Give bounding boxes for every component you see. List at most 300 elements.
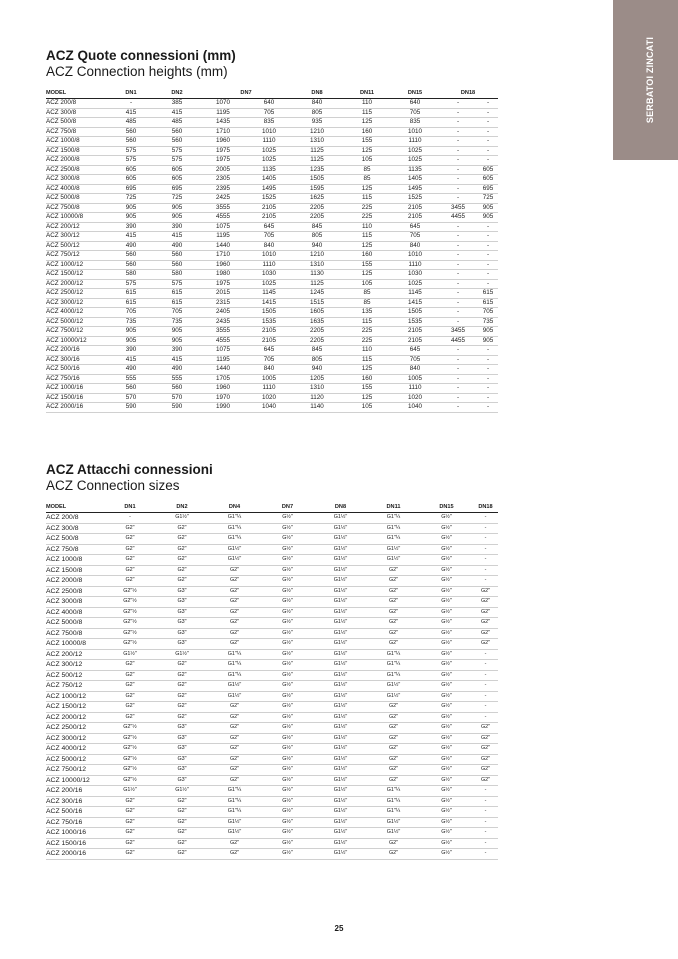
value-cell: G2"½ <box>104 723 156 734</box>
value-cell: G2"½ <box>104 639 156 650</box>
value-cell: 1075 <box>200 346 246 356</box>
table-row <box>46 374 498 384</box>
value-cell: 1195 <box>200 232 246 242</box>
table-row <box>46 355 498 365</box>
value-cell: - <box>473 649 498 660</box>
value-cell: 1125 <box>292 156 342 166</box>
value-cell: G2" <box>156 849 208 860</box>
table-row <box>46 607 498 618</box>
table1-header-dn2: DN2 <box>154 89 200 99</box>
value-cell: 590 <box>108 403 154 413</box>
value-cell: G½" <box>261 691 314 702</box>
value-cell: 605 <box>108 165 154 175</box>
value-cell: 2205 <box>292 336 342 346</box>
value-cell: - <box>478 127 498 137</box>
value-cell: G1½" <box>314 607 367 618</box>
value-cell: 605 <box>154 175 200 185</box>
value-cell: G1½" <box>314 723 367 734</box>
value-cell: G1"¼ <box>208 523 261 534</box>
value-cell: 1010 <box>246 251 292 261</box>
value-cell: G3" <box>156 733 208 744</box>
model-cell: ACZ 7500/8 <box>46 628 104 639</box>
table-row <box>46 213 498 223</box>
table1-header-dn18: DN18 <box>438 89 498 99</box>
value-cell: 415 <box>108 355 154 365</box>
value-cell: 3555 <box>200 327 246 337</box>
table-row <box>46 817 498 828</box>
value-cell: G1"¼ <box>208 807 261 818</box>
value-cell: - <box>438 118 478 128</box>
value-cell: - <box>478 270 498 280</box>
model-cell: ACZ 2000/16 <box>46 403 108 413</box>
value-cell: - <box>478 260 498 270</box>
value-cell: - <box>473 681 498 692</box>
value-cell: G2" <box>104 555 156 566</box>
value-cell: - <box>478 393 498 403</box>
value-cell: 1025 <box>246 146 292 156</box>
value-cell: - <box>473 828 498 839</box>
value-cell: G½" <box>420 849 473 860</box>
value-cell: 1515 <box>292 298 342 308</box>
value-cell: - <box>438 241 478 251</box>
value-cell: G2" <box>156 702 208 713</box>
connection-sizes-table <box>46 503 498 860</box>
value-cell: 390 <box>154 346 200 356</box>
value-cell: 575 <box>154 279 200 289</box>
value-cell: G2" <box>208 744 261 755</box>
value-cell: 160 <box>342 127 392 137</box>
value-cell: G2" <box>208 639 261 650</box>
value-cell: G½" <box>261 786 314 797</box>
model-cell: ACZ 1500/8 <box>46 565 104 576</box>
value-cell: 2315 <box>200 298 246 308</box>
value-cell: G2" <box>104 807 156 818</box>
value-cell: 1975 <box>200 156 246 166</box>
value-cell: 2005 <box>200 165 246 175</box>
table2-header-dn7: DN7 <box>261 503 314 513</box>
model-cell: ACZ 300/8 <box>46 523 104 534</box>
model-cell: ACZ 5000/12 <box>46 754 104 765</box>
value-cell: 390 <box>154 222 200 232</box>
value-cell: - <box>438 175 478 185</box>
table-row <box>46 775 498 786</box>
value-cell: G½" <box>261 775 314 786</box>
value-cell: G½" <box>420 702 473 713</box>
model-cell: ACZ 1500/8 <box>46 146 108 156</box>
value-cell: G2" <box>156 523 208 534</box>
table-row <box>46 828 498 839</box>
value-cell: G½" <box>420 639 473 650</box>
value-cell: G1½" <box>104 649 156 660</box>
value-cell: 705 <box>154 308 200 318</box>
value-cell: G2" <box>367 586 420 597</box>
value-cell: - <box>473 807 498 818</box>
table1-header-dn8: DN8 <box>292 89 342 99</box>
value-cell: 575 <box>108 146 154 156</box>
side-tab-label: SERBATOI ZINCATI <box>645 36 655 124</box>
value-cell: 705 <box>246 232 292 242</box>
value-cell: G1"¼ <box>367 660 420 671</box>
value-cell: G2" <box>208 597 261 608</box>
value-cell: 735 <box>478 317 498 327</box>
value-cell: G3" <box>156 754 208 765</box>
value-cell: 615 <box>108 289 154 299</box>
value-cell: 615 <box>154 289 200 299</box>
model-cell: ACZ 4000/8 <box>46 184 108 194</box>
value-cell: 905 <box>478 336 498 346</box>
value-cell: 1110 <box>392 137 438 147</box>
value-cell: G2" <box>367 702 420 713</box>
value-cell: 155 <box>342 260 392 270</box>
value-cell: 1415 <box>246 298 292 308</box>
value-cell: - <box>478 384 498 394</box>
value-cell: G½" <box>261 807 314 818</box>
value-cell: 560 <box>154 260 200 270</box>
value-cell: 840 <box>392 241 438 251</box>
table-row <box>46 403 498 413</box>
table-row <box>46 327 498 337</box>
value-cell: 1140 <box>292 403 342 413</box>
value-cell: G2" <box>156 660 208 671</box>
value-cell: 1535 <box>392 317 438 327</box>
value-cell: - <box>438 251 478 261</box>
value-cell: 125 <box>342 146 392 156</box>
value-cell: 605 <box>108 175 154 185</box>
value-cell: G1½" <box>314 618 367 629</box>
value-cell: 1310 <box>292 260 342 270</box>
value-cell: G½" <box>261 628 314 639</box>
table-row <box>46 849 498 860</box>
table-row <box>46 365 498 375</box>
value-cell: 1595 <box>292 184 342 194</box>
value-cell: 155 <box>342 137 392 147</box>
value-cell: G1½" <box>314 555 367 566</box>
value-cell: 570 <box>154 393 200 403</box>
value-cell: G2"½ <box>104 628 156 639</box>
value-cell: G2" <box>156 796 208 807</box>
model-cell: ACZ 1000/8 <box>46 555 104 566</box>
value-cell: G½" <box>420 691 473 702</box>
value-cell: G1"¼ <box>367 649 420 660</box>
table-row <box>46 298 498 308</box>
value-cell: 1110 <box>392 260 438 270</box>
value-cell: 2395 <box>200 184 246 194</box>
value-cell: G3" <box>156 775 208 786</box>
value-cell: - <box>478 99 498 109</box>
value-cell: G1½" <box>314 681 367 692</box>
value-cell: G1½" <box>208 691 261 702</box>
value-cell: G3" <box>156 597 208 608</box>
value-cell: G1½" <box>314 712 367 723</box>
value-cell: 645 <box>392 346 438 356</box>
value-cell: G½" <box>420 534 473 545</box>
model-cell: ACZ 750/8 <box>46 127 108 137</box>
value-cell: G1"¼ <box>208 796 261 807</box>
table-row <box>46 270 498 280</box>
value-cell: G1½" <box>314 733 367 744</box>
value-cell: 905 <box>154 213 200 223</box>
model-cell: ACZ 750/12 <box>46 251 108 261</box>
value-cell: 85 <box>342 289 392 299</box>
model-cell: ACZ 750/16 <box>46 817 104 828</box>
value-cell: G2" <box>473 607 498 618</box>
value-cell: 4555 <box>200 336 246 346</box>
value-cell: 1705 <box>200 374 246 384</box>
value-cell: G2" <box>104 817 156 828</box>
value-cell: G2" <box>473 597 498 608</box>
value-cell: - <box>473 702 498 713</box>
value-cell: G2"½ <box>104 586 156 597</box>
value-cell: G2" <box>156 544 208 555</box>
value-cell: 905 <box>478 327 498 337</box>
value-cell: 905 <box>478 213 498 223</box>
value-cell: 4455 <box>438 336 478 346</box>
value-cell: 2105 <box>392 336 438 346</box>
value-cell: - <box>438 137 478 147</box>
value-cell: 1025 <box>392 156 438 166</box>
value-cell: G½" <box>420 681 473 692</box>
value-cell: G½" <box>261 733 314 744</box>
value-cell: 1125 <box>292 146 342 156</box>
value-cell: 905 <box>478 203 498 213</box>
value-cell: 575 <box>154 156 200 166</box>
model-cell: ACZ 4000/12 <box>46 308 108 318</box>
connection-heights-section <box>46 48 498 413</box>
value-cell: G2" <box>473 765 498 776</box>
value-cell: 605 <box>154 165 200 175</box>
value-cell: 560 <box>108 260 154 270</box>
model-cell: ACZ 10000/12 <box>46 775 104 786</box>
table-row <box>46 393 498 403</box>
model-cell: ACZ 750/12 <box>46 681 104 692</box>
model-cell: ACZ 10000/8 <box>46 213 108 223</box>
value-cell: 1110 <box>246 384 292 394</box>
value-cell: 155 <box>342 384 392 394</box>
value-cell: G½" <box>261 681 314 692</box>
table-row <box>46 203 498 213</box>
value-cell: 3455 <box>438 327 478 337</box>
value-cell: G2" <box>473 628 498 639</box>
table-row <box>46 744 498 755</box>
value-cell: G½" <box>420 723 473 734</box>
table2-header-dn1: DN1 <box>104 503 156 513</box>
value-cell: G1½" <box>367 691 420 702</box>
value-cell: G2" <box>473 754 498 765</box>
model-cell: ACZ 3000/12 <box>46 733 104 744</box>
value-cell: G2" <box>156 807 208 818</box>
value-cell: 1210 <box>292 127 342 137</box>
value-cell: G½" <box>420 523 473 534</box>
value-cell: G2" <box>104 796 156 807</box>
table-row <box>46 681 498 692</box>
model-cell: ACZ 3000/8 <box>46 597 104 608</box>
model-cell: ACZ 7500/12 <box>46 327 108 337</box>
value-cell: - <box>438 232 478 242</box>
value-cell: G2"½ <box>104 765 156 776</box>
value-cell: G2" <box>367 765 420 776</box>
value-cell: 605 <box>478 175 498 185</box>
model-cell: ACZ 1500/12 <box>46 702 104 713</box>
value-cell: G2"½ <box>104 733 156 744</box>
value-cell: G½" <box>261 544 314 555</box>
value-cell: G2" <box>367 576 420 587</box>
value-cell: 560 <box>154 251 200 261</box>
value-cell: 2205 <box>292 327 342 337</box>
value-cell: 695 <box>478 184 498 194</box>
table-row <box>46 670 498 681</box>
value-cell: 725 <box>154 194 200 204</box>
value-cell: - <box>438 127 478 137</box>
value-cell: - <box>478 118 498 128</box>
model-cell: ACZ 300/12 <box>46 232 108 242</box>
value-cell: 560 <box>154 127 200 137</box>
value-cell: G½" <box>420 733 473 744</box>
value-cell: 385 <box>154 99 200 109</box>
value-cell: 2405 <box>200 308 246 318</box>
model-cell: ACZ 5000/12 <box>46 317 108 327</box>
table-row <box>46 175 498 185</box>
value-cell: 490 <box>154 241 200 251</box>
value-cell: G3" <box>156 618 208 629</box>
value-cell: G2" <box>156 670 208 681</box>
value-cell: 2105 <box>392 327 438 337</box>
section1-title: ACZ Quote connessioni (mm) <box>46 48 236 63</box>
value-cell: G2" <box>473 775 498 786</box>
value-cell: G2" <box>367 775 420 786</box>
value-cell: - <box>478 279 498 289</box>
value-cell: 1130 <box>292 270 342 280</box>
value-cell: G2" <box>208 765 261 776</box>
model-cell: ACZ 200/8 <box>46 99 108 109</box>
table-row <box>46 555 498 566</box>
table-row <box>46 260 498 270</box>
value-cell: G2" <box>208 628 261 639</box>
model-cell: ACZ 500/12 <box>46 241 108 251</box>
value-cell: 4555 <box>200 213 246 223</box>
value-cell: 1195 <box>200 355 246 365</box>
value-cell: 940 <box>292 365 342 375</box>
value-cell: 1070 <box>200 99 246 109</box>
value-cell: G½" <box>420 796 473 807</box>
value-cell: - <box>438 156 478 166</box>
value-cell: G½" <box>420 817 473 828</box>
value-cell: 1970 <box>200 393 246 403</box>
value-cell: G2" <box>104 670 156 681</box>
value-cell: G2" <box>367 849 420 860</box>
value-cell: 725 <box>478 194 498 204</box>
model-cell: ACZ 500/16 <box>46 807 104 818</box>
table-row <box>46 597 498 608</box>
value-cell: 695 <box>154 184 200 194</box>
value-cell: G1½" <box>314 807 367 818</box>
value-cell: G2" <box>156 555 208 566</box>
value-cell: 1960 <box>200 137 246 147</box>
value-cell: 1020 <box>246 393 292 403</box>
value-cell: 640 <box>392 99 438 109</box>
value-cell: - <box>438 99 478 109</box>
value-cell: G2" <box>208 576 261 587</box>
table2-header-dn2: DN2 <box>156 503 208 513</box>
value-cell: 2305 <box>200 175 246 185</box>
value-cell: 905 <box>154 203 200 213</box>
model-cell: ACZ 200/12 <box>46 649 104 660</box>
value-cell: G2" <box>156 817 208 828</box>
value-cell: G½" <box>420 754 473 765</box>
table-row <box>46 733 498 744</box>
value-cell: G2" <box>208 712 261 723</box>
value-cell: G2"½ <box>104 607 156 618</box>
model-cell: ACZ 1500/16 <box>46 393 108 403</box>
model-cell: ACZ 750/16 <box>46 374 108 384</box>
table-row <box>46 251 498 261</box>
table-row <box>46 618 498 629</box>
value-cell: G1"¼ <box>367 807 420 818</box>
value-cell: G2" <box>367 723 420 734</box>
value-cell: 115 <box>342 108 392 118</box>
value-cell: - <box>438 165 478 175</box>
table-row <box>46 108 498 118</box>
value-cell: G½" <box>420 607 473 618</box>
value-cell: G½" <box>261 649 314 660</box>
value-cell: 115 <box>342 317 392 327</box>
value-cell: 1405 <box>392 175 438 185</box>
table1-header-dn15: DN15 <box>392 89 438 99</box>
model-cell: ACZ 300/12 <box>46 660 104 671</box>
value-cell: 560 <box>154 137 200 147</box>
value-cell: G½" <box>261 597 314 608</box>
table-row <box>46 534 498 545</box>
value-cell: - <box>473 523 498 534</box>
value-cell: 805 <box>292 108 342 118</box>
table1-header-row <box>46 89 498 99</box>
model-cell: ACZ 5000/8 <box>46 618 104 629</box>
table-row <box>46 289 498 299</box>
value-cell: G3" <box>156 639 208 650</box>
value-cell: G2" <box>367 639 420 650</box>
value-cell: 125 <box>342 118 392 128</box>
value-cell: - <box>438 403 478 413</box>
value-cell: - <box>108 99 154 109</box>
table-row <box>46 127 498 137</box>
section2-title: ACZ Attacchi connessioni <box>46 462 213 477</box>
value-cell: 835 <box>392 118 438 128</box>
model-cell: ACZ 7500/8 <box>46 203 108 213</box>
table-row <box>46 336 498 346</box>
value-cell: 415 <box>154 108 200 118</box>
value-cell: 2205 <box>292 213 342 223</box>
table2-header-model: MODEL <box>46 503 104 513</box>
value-cell: 905 <box>154 327 200 337</box>
value-cell: G1½" <box>314 691 367 702</box>
model-cell: ACZ 300/16 <box>46 355 108 365</box>
value-cell: G2"½ <box>104 775 156 786</box>
value-cell: 3455 <box>438 203 478 213</box>
value-cell: G2" <box>473 618 498 629</box>
value-cell: G2" <box>208 702 261 713</box>
value-cell: 1135 <box>392 165 438 175</box>
value-cell: 2105 <box>246 213 292 223</box>
value-cell: - <box>438 384 478 394</box>
table-row <box>46 628 498 639</box>
value-cell: - <box>478 241 498 251</box>
value-cell: G½" <box>420 565 473 576</box>
section2-subtitle: ACZ Connection sizes <box>46 478 180 493</box>
value-cell: G2" <box>104 681 156 692</box>
value-cell: - <box>438 222 478 232</box>
value-cell: G2" <box>104 712 156 723</box>
value-cell: G½" <box>261 849 314 860</box>
value-cell: 390 <box>108 222 154 232</box>
